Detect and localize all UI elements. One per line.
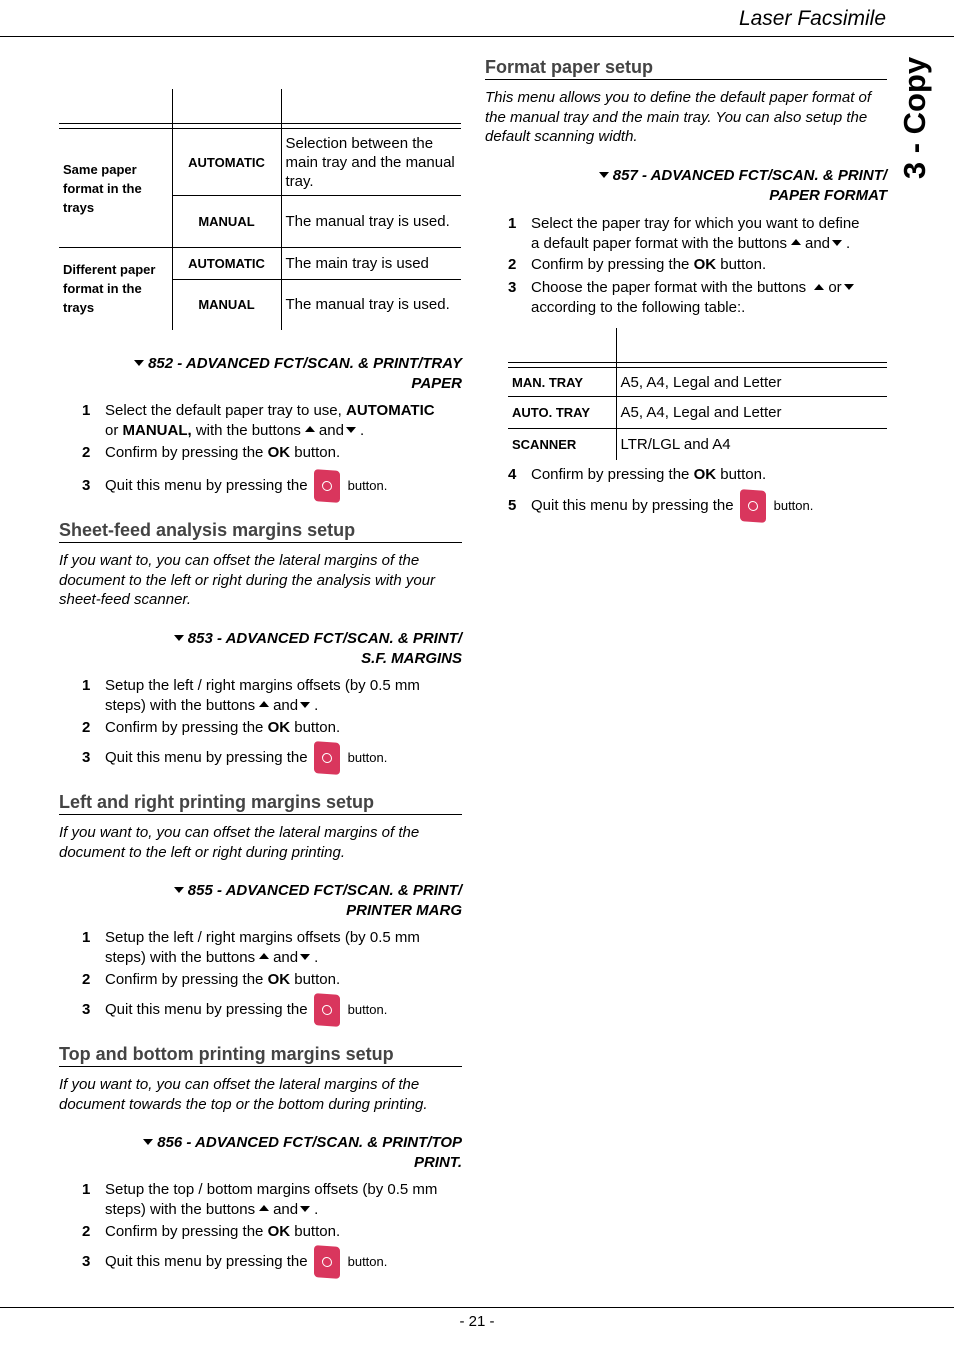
step-855-3: 3 Quit this menu by pressing the button. — [82, 994, 462, 1026]
step-852-2: 2 Confirm by pressing the OK button. — [82, 444, 341, 461]
menu-path-856: 856 - ADVANCED FCT/SCAN. & PRINT/TOP PRINT. — [59, 1133, 462, 1172]
table-row — [59, 129, 461, 196]
chapter-tab — [885, 58, 945, 178]
step-852-3: 3 Quit this menu by pressing the button. — [82, 470, 462, 502]
down-arrow-icon — [300, 1206, 310, 1212]
footer-rule — [0, 1307, 954, 1308]
down-arrow-icon — [300, 702, 310, 708]
up-arrow-icon — [305, 426, 315, 432]
step-856-2: 2 Confirm by pressing the OK button. — [82, 1223, 341, 1240]
menu-path-855: 855 - ADVANCED FCT/SCAN. & PRINT/ PRINTER MARG — [59, 881, 462, 920]
tray-group-label: Different paper format in the trays — [63, 262, 156, 316]
format-source: MAN. TRAY — [508, 368, 616, 397]
step-855-2: 2 Confirm by pressing the OK button. — [82, 971, 341, 988]
up-arrow-icon — [259, 953, 269, 959]
down-arrow-icon — [832, 240, 842, 246]
stop-button-icon — [314, 1245, 340, 1279]
format-table-header — [508, 328, 887, 363]
menu-path-853: 853 - ADVANCED FCT/SCAN. & PRINT/ S.F. MARGINS — [59, 629, 462, 668]
section-title-853: Sheet-feed analysis margins setup — [59, 520, 462, 543]
tray-table — [59, 89, 461, 330]
format-values: LTR/LGL and A4 — [616, 429, 887, 460]
tray-desc: The manual tray is used. — [281, 280, 461, 330]
tray-desc: The manual tray is used. — [281, 196, 461, 248]
stop-button-icon — [314, 741, 340, 775]
document-header-title: Laser Facsimile — [738, 7, 886, 30]
step-857-1: 1 Select the paper tray for which you want to define a default paper format with the buttons and . — [508, 215, 860, 252]
stop-button-icon — [740, 489, 766, 523]
section-intro-856: If you want to, you can offset the lateral margins of the document towards the top or the bottom during printing. — [59, 1076, 428, 1113]
section-title-857: Format paper setup — [485, 57, 887, 80]
step-857-3: 3 Choose the paper format with the buttons or according to the following table:. — [508, 278, 887, 317]
step-856-3: 3 Quit this menu by pressing the button. — [82, 1246, 462, 1278]
step-853-1: 1 Setup the left / right margins offsets (by 0.5 mm steps) with the buttons and . — [82, 677, 420, 714]
table-row — [508, 397, 887, 429]
menu-path-857: 857 - ADVANCED FCT/SCAN. & PRINT/ PAPER FORMAT — [485, 166, 887, 205]
chapter-tab-label: 3 - Copy — [897, 56, 932, 180]
format-values: A5, A4, Legal and Letter — [616, 368, 887, 397]
up-arrow-icon — [791, 239, 801, 245]
page-number: - 21 - — [459, 1313, 495, 1330]
section-title-856: Top and bottom printing margins setup — [59, 1044, 462, 1067]
format-table — [508, 328, 887, 460]
step-856-1: 1 Setup the top / bottom margins offsets (by 0.5 mm steps) with the buttons and . — [82, 1181, 438, 1218]
tray-mode: AUTOMATIC — [172, 129, 281, 196]
up-arrow-icon — [814, 284, 824, 290]
section-intro-857: This menu allows you to define the default paper format of the manual tray and the main tray. You can also setup the default scanning width. — [485, 89, 872, 145]
format-source: AUTO. TRAY — [508, 397, 616, 429]
tray-mode: MANUAL — [172, 196, 281, 248]
tray-table-header — [59, 89, 461, 124]
menu-path-852: 852 - ADVANCED FCT/SCAN. & PRINT/TRAY PAPER — [59, 354, 462, 393]
step-853-3: 3 Quit this menu by pressing the button. — [82, 742, 462, 774]
down-arrow-icon — [346, 427, 356, 433]
format-values: A5, A4, Legal and Letter — [616, 397, 887, 429]
up-arrow-icon — [259, 701, 269, 707]
section-intro-853: If you want to, you can offset the lateral margins of the document to the left or right during the analysis with your sheet-feed scanner. — [59, 552, 436, 608]
section-title-855: Left and right printing margins setup — [59, 792, 462, 815]
down-arrow-icon — [134, 360, 144, 366]
tray-desc: The main tray is used — [281, 248, 461, 280]
step-857-4: 4 Confirm by pressing the OK button. — [508, 466, 767, 483]
stop-button-icon — [314, 469, 340, 503]
down-arrow-icon — [300, 954, 310, 960]
down-arrow-icon — [844, 284, 854, 290]
step-852-1: 1 Select the default paper tray to use, AUTOMATIC or MANUAL, with the buttons and . — [82, 402, 435, 439]
tray-mode: MANUAL — [172, 280, 281, 330]
step-857-5: 5 Quit this menu by pressing the button. — [508, 490, 887, 522]
step-853-2: 2 Confirm by pressing the OK button. — [82, 719, 341, 736]
section-intro-855: If you want to, you can offset the lateral margins of the document to the left or right during printing. — [59, 824, 420, 861]
down-arrow-icon — [143, 1139, 153, 1145]
table-row — [508, 368, 887, 397]
table-row — [508, 429, 887, 460]
tray-group-label: Same paper format in the trays — [59, 129, 172, 248]
down-arrow-icon — [174, 635, 184, 641]
down-arrow-icon — [599, 172, 609, 178]
table-row — [59, 248, 461, 280]
format-source: SCANNER — [512, 436, 577, 452]
stop-button-icon — [314, 993, 340, 1027]
tray-mode: AUTOMATIC — [172, 248, 281, 280]
header-rule — [0, 36, 954, 37]
step-857-2: 2 Confirm by pressing the OK button. — [508, 256, 767, 273]
tray-desc: Selection between the main tray and the manual tray. — [281, 129, 461, 196]
down-arrow-icon — [174, 887, 184, 893]
up-arrow-icon — [259, 1205, 269, 1211]
step-855-1: 1 Setup the left / right margins offsets (by 0.5 mm steps) with the buttons and . — [82, 929, 420, 966]
